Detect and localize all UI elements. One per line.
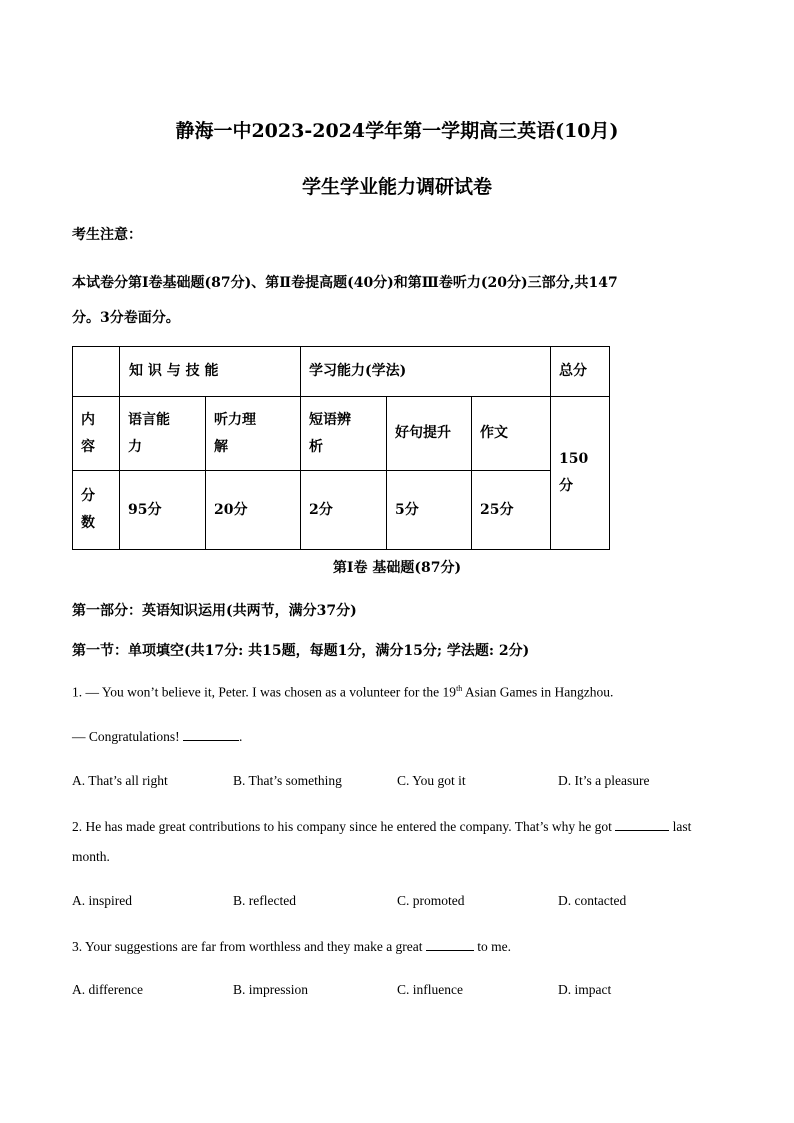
col-listening: 听力理 解 xyxy=(206,397,301,471)
q3-stem-text: 3. Your suggestions are far from worthless and they make a great xyxy=(72,939,426,954)
question-2-stem xyxy=(72,818,691,835)
question-1-response xyxy=(72,728,242,745)
question-1-options xyxy=(0,773,794,791)
option-d[interactable]: D. It’s a pleasure xyxy=(558,773,650,788)
row-content-label: 内 容 xyxy=(73,397,120,471)
notice-label: 考生注意： xyxy=(72,227,142,243)
option-a[interactable]: A. That’s all right xyxy=(72,773,168,788)
option-d[interactable]: D. contacted xyxy=(558,893,627,908)
option-c[interactable]: C. influence xyxy=(397,982,463,997)
section1-title: 第一节：单项填空(共17分: 共15题，每题1分，满分15分; 学法题: 2分) xyxy=(72,643,530,659)
col-language: 语言能 力 xyxy=(120,397,206,471)
intro-line-1: 本试卷分第Ⅰ卷基础题(87分)、第Ⅱ卷提高题(40分)和第Ⅲ卷听力(20分)三部分,共147 xyxy=(72,275,618,291)
question-3-options xyxy=(0,982,794,1000)
exam-title: 静海一中2023-2024学年第一学期高三英语(10月) xyxy=(175,120,619,142)
header-learning: 学习能力(学法) xyxy=(301,347,551,397)
answer-blank[interactable] xyxy=(183,728,239,741)
option-c[interactable]: C. promoted xyxy=(397,893,465,908)
intro-line-2: 分。3分卷面分。 xyxy=(72,310,180,326)
total-value: 150 分 xyxy=(551,397,610,550)
answer-blank[interactable] xyxy=(426,938,474,951)
answer-blank[interactable] xyxy=(615,818,669,831)
question-3-stem xyxy=(72,938,511,955)
exam-subtitle: 学生学业能力调研试卷 xyxy=(301,176,492,198)
section-title: 第Ⅰ卷 基础题(87分) xyxy=(332,560,462,576)
score-phrase: 2分 xyxy=(301,471,387,550)
option-b[interactable]: B. That’s something xyxy=(233,773,342,788)
score-table xyxy=(72,346,610,550)
option-a[interactable]: A. inspired xyxy=(72,893,132,908)
score-listening: 20分 xyxy=(206,471,301,550)
option-b[interactable]: B. reflected xyxy=(233,893,296,908)
row-score-label: 分 数 xyxy=(73,471,120,550)
option-c[interactable]: C. You got it xyxy=(397,773,466,788)
part1-title: 第一部分：英语知识运用(共两节，满分37分) xyxy=(72,603,357,619)
col-writing: 作文 xyxy=(472,397,551,471)
q1-response-end: . xyxy=(239,729,243,744)
option-d[interactable]: D. impact xyxy=(558,982,612,997)
q1-response-text: — Congratulations! xyxy=(72,729,183,744)
question-1-stem xyxy=(72,684,613,701)
q1-stem-sup: th xyxy=(456,684,463,693)
col-sentence: 好句提升 xyxy=(387,397,472,471)
q3-stem-end: to me. xyxy=(473,939,512,954)
score-language: 95分 xyxy=(120,471,206,550)
question-2-stem-line2: month. xyxy=(72,849,110,864)
header-total: 总分 xyxy=(551,347,610,397)
q2-stem-text: 2. He has made great contributions to his company since he entered the company. That’s why he got xyxy=(72,819,616,834)
col-phrase: 短语辨 析 xyxy=(301,397,387,471)
score-sentence: 5分 xyxy=(387,471,472,550)
table-corner-cell xyxy=(73,347,120,397)
q1-stem-text: 1. — You won’t believe it, Peter. I was chosen as a volunteer for the 19 xyxy=(72,684,457,700)
question-2-options xyxy=(0,893,794,911)
q1-stem-text-end: Asian Games in Hangzhou. xyxy=(462,684,614,700)
option-b[interactable]: B. impression xyxy=(233,982,309,997)
q2-stem-end: last xyxy=(669,819,692,834)
option-a[interactable]: A. difference xyxy=(72,982,143,997)
score-writing: 25分 xyxy=(472,471,551,550)
header-knowledge: 知 识 与 技 能 xyxy=(120,347,301,397)
